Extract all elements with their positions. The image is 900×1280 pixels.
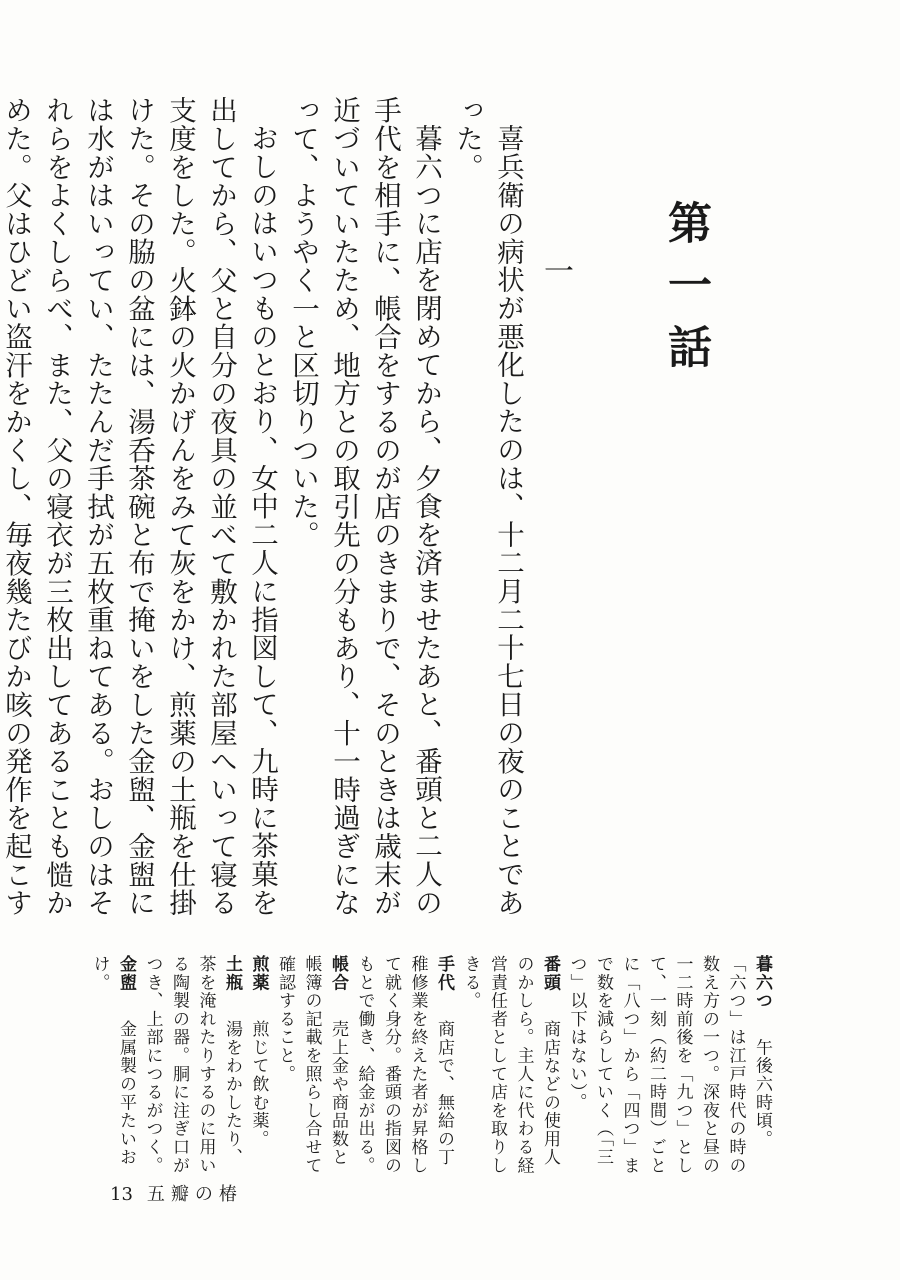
- book-title: 五瓣の椿: [146, 1184, 243, 1205]
- note-item: [245, 955, 272, 1175]
- note-term: 手代: [434, 955, 454, 992]
- note-item: [351, 955, 457, 1175]
- paragraph: 喜兵衛の病状が悪化したのは、十二月二十七日の夜のことであった。: [451, 96, 524, 916]
- page-footer: [110, 1180, 310, 1210]
- note-text: 湯をわかしたり、茶を淹れたりするのに用いる陶製の器。胴に注ぎ口がつき、上部につるがつく。: [142, 955, 242, 1175]
- note-term: 帳合: [328, 955, 348, 992]
- section-number: 一: [538, 255, 573, 285]
- note-text: 売上金や商品数と帳簿の記載を照らし合せて確認すること。: [275, 955, 348, 1175]
- note-item: [86, 955, 139, 1175]
- note-text: 金属製の平たいおけ。: [89, 955, 136, 1167]
- note-term: 土瓶: [222, 955, 242, 992]
- note-item: [139, 955, 245, 1175]
- note-item: [272, 955, 352, 1175]
- note-text: 商店などの使用人のかしら。主人に代わる経営責任者として店を取りしきる。: [460, 955, 560, 1175]
- chapter-title: 第一話: [660, 200, 711, 386]
- paragraph: おしのはいつものとおり、女中二人に指図して、九時に茶菓を出してから、父と自分の夜具の並べて敷かれた部屋へいって寝る支度をした。火鉢の火かげんをみて灰をかけ、煎薬の土瓶を仕掛けた。その脇の盆には、湯呑茶碗と布で掩いをした金盥、金盥には水がはいってい、たたんだ手拭が五枚重ねてある。おしのはそれらをよくしらべ、また、父の寝衣が三枚出してあることも慥かめた。父はひどい盗汗をかくし、毎夜幾たびか咳の発作を起こす: [0, 96, 278, 917]
- annotation-notes: [85, 955, 775, 1175]
- note-text: 煎じて飲む薬。: [248, 1020, 269, 1149]
- note-term: 煎薬: [248, 955, 269, 992]
- note-text: 午後六時頃。「六つ」は江戸時代の時の数え方の一つ。深夜と昼の一二時前後を「九つ」として、一刻（約二時間）ごとに「八つ」から「四つ」まで数を減らしていく（「三つ」以下はない）。: [566, 955, 772, 1175]
- note-term: 暮六つ: [752, 955, 772, 1010]
- note-term: 金盥: [116, 955, 136, 992]
- paragraph: 暮六つに店を閉めてから、夕食を済ませたあと、番頭と二人の手代を相手に、帳合をするのが店のきまりで、そのときは歳末が近づいていたため、地方との取引先の分もあり、十一時過ぎになって、ようやく一と区切りついた。: [287, 96, 442, 917]
- note-item: [457, 955, 563, 1175]
- note-item: [563, 955, 775, 1175]
- page-number: 13: [110, 1184, 133, 1205]
- note-term: 番頭: [540, 955, 560, 992]
- note-text: 商店で、無給の丁稚修業を終えた者が昇格して就く身分。番頭の指図のもとで働き、給金が出る。: [354, 955, 454, 1175]
- main-text: [0, 96, 528, 936]
